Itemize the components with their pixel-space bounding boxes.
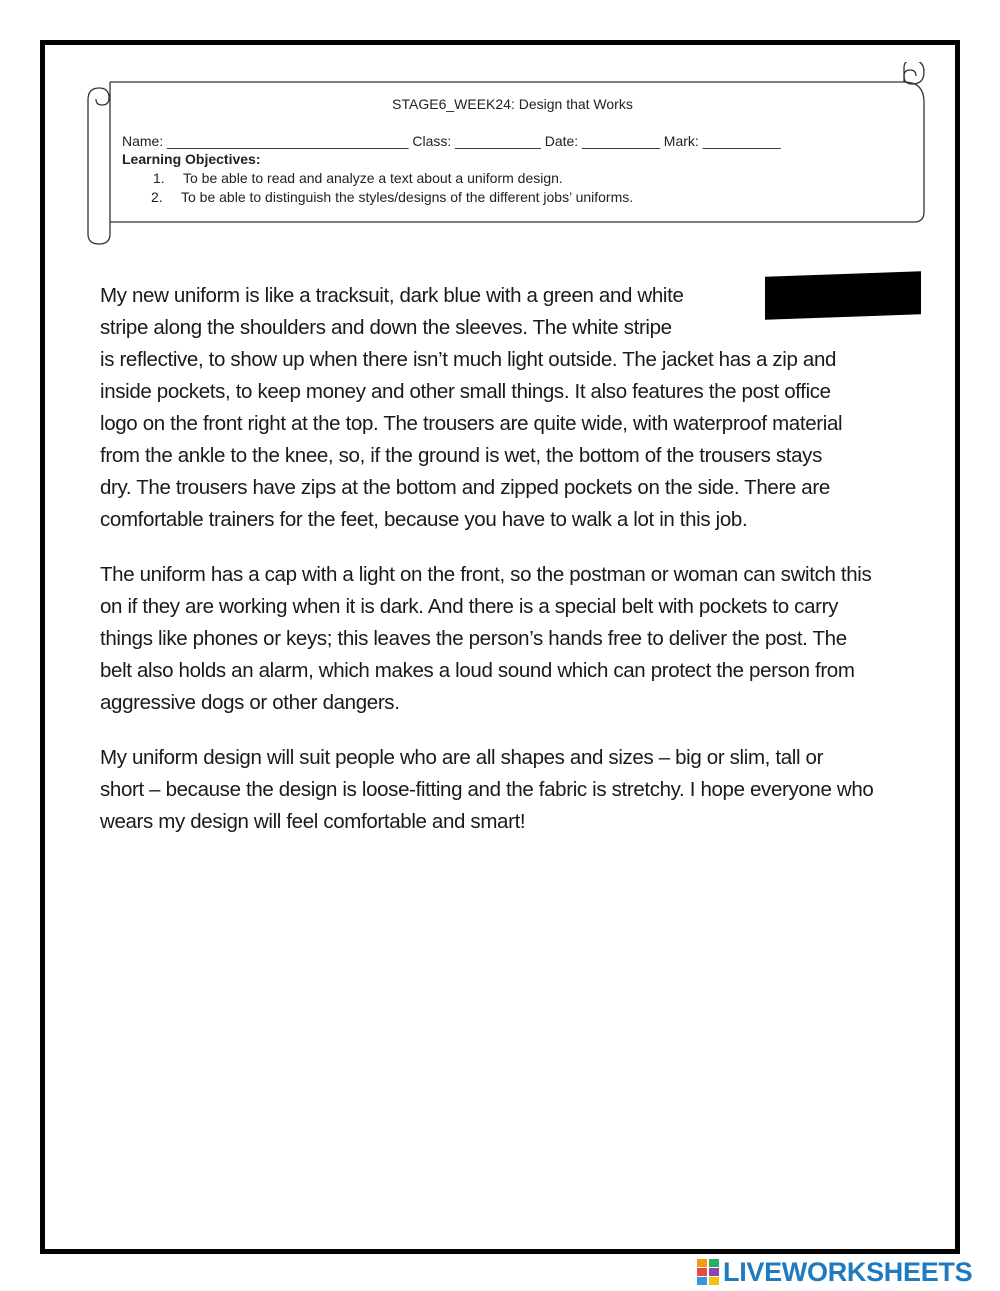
text-line: wears my design will feel comfortable and smart!: [100, 810, 526, 833]
text-line: The uniform has a cap with a light on the front, so the postman or woman can switch this: [100, 563, 872, 586]
objective-text: To be able to read and analyze a text about a uniform design.: [183, 170, 563, 186]
paragraph-2: [100, 559, 871, 719]
text-line: dry. The trousers have zips at the bottom and zipped pockets on the side. There are: [100, 476, 830, 499]
text-line: My new uniform is like a tracksuit, dark blue with a green and white: [100, 284, 684, 307]
objective-item: [153, 170, 563, 186]
student-info-line: Name: _______________________________ Class: ___________ Date: __________ Mark: __________: [122, 133, 781, 149]
paragraph-3: [100, 742, 873, 838]
text-line: on if they are working when it is dark. And there is a special belt with pockets to carry: [100, 595, 838, 618]
worksheet-title: STAGE6_WEEK24: Design that Works: [392, 96, 633, 112]
text-line: short – because the design is loose-fitting and the fabric is stretchy. I hope everyone who: [100, 778, 874, 801]
text-line: inside pockets, to keep money and other small things. It also features the post office: [100, 380, 831, 403]
text-line: comfortable trainers for the feet, because you have to walk a lot in this job.: [100, 508, 748, 531]
brand-name: LIVEWORKSHEETS: [723, 1256, 973, 1287]
text-line: from the ankle to the knee, so, if the ground is wet, the bottom of the trousers stays: [100, 444, 822, 467]
liveworksheets-brand: [697, 1257, 972, 1287]
objective-item: [151, 189, 633, 205]
text-line: belt also holds an alarm, which makes a loud sound which can protect the person from: [100, 659, 855, 682]
paragraph-1: [100, 280, 842, 536]
text-line: aggressive dogs or other dangers.: [100, 691, 400, 714]
objective-number: 2.: [151, 189, 163, 205]
learning-objectives-label: Learning Objectives:: [122, 151, 261, 167]
text-line: My uniform design will suit people who are all shapes and sizes – big or slim, tall or: [100, 746, 824, 769]
text-line: things like phones or keys; this leaves the person’s hands free to deliver the post. The: [100, 627, 847, 650]
text-line: is reflective, to show up when there isn’t much light outside. The jacket has a zip and: [100, 348, 837, 371]
text-line: logo on the front right at the top. The trousers are quite wide, with waterproof material: [100, 412, 843, 435]
text-line: stripe along the shoulders and down the sleeves. The white stripe: [100, 316, 672, 339]
liveworksheets-logo-icon: [697, 1259, 719, 1285]
objective-number: 1.: [153, 170, 165, 186]
objective-text: To be able to distinguish the styles/designs of the different jobs’ uniforms.: [181, 189, 634, 205]
